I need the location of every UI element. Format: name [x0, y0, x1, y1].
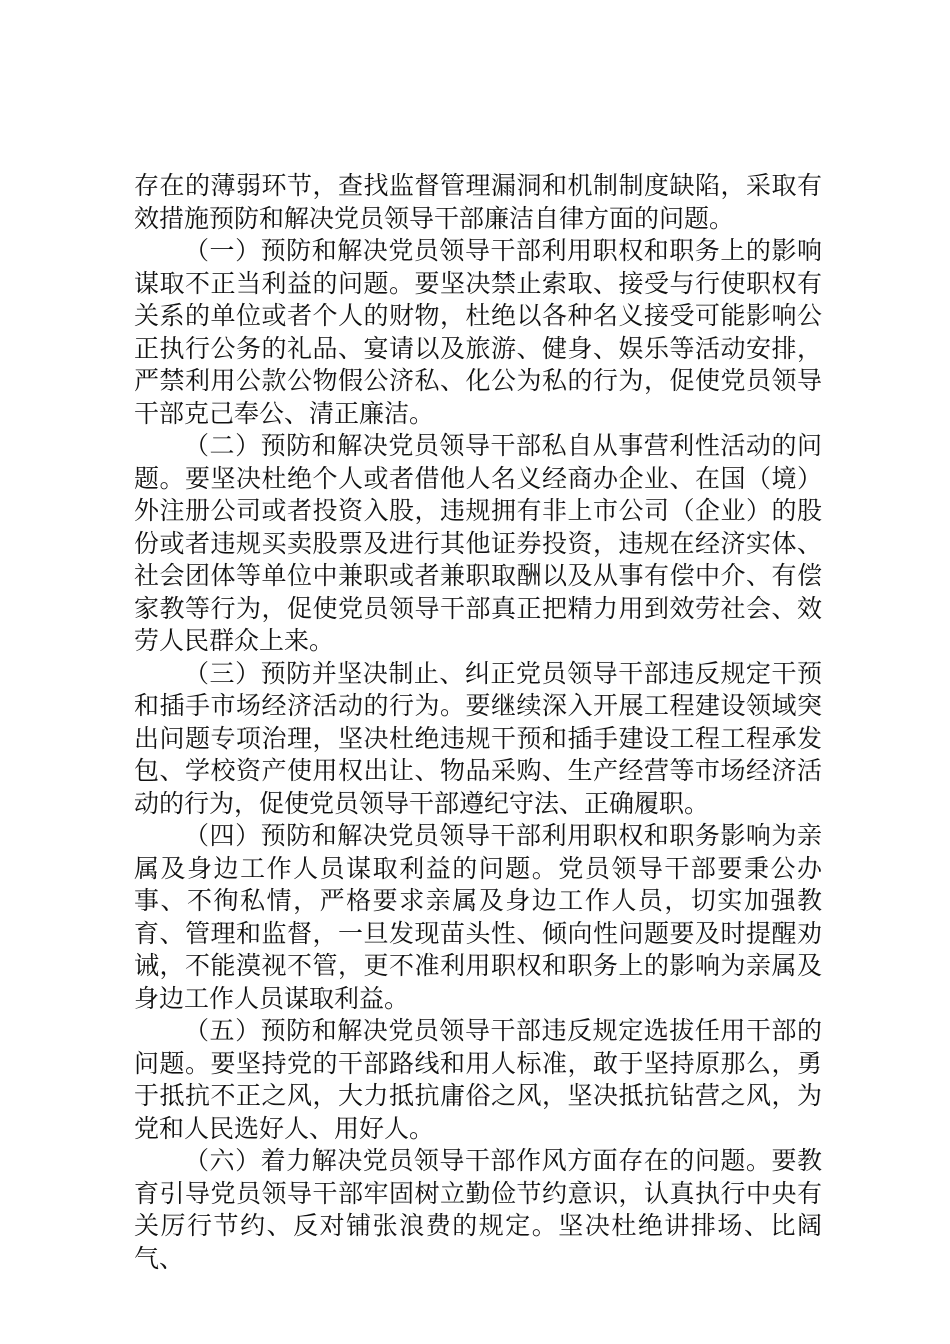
paragraph-section-1: （一）预防和解决党员领导干部利用职权和职务上的影响谋取不正当利益的问题。要坚决禁止索取、接受与行使职权有关系的单位或者个人的财物，杜绝以各种名义接受可能影响公正执行公务的礼品、宴请以及旅游、健身、娱乐等活动安排，严禁利用公款公物假公济私、化公为私的行为，促使党员领导干部克己奉公、清正廉洁。 — [134, 236, 822, 428]
paragraph-section-4: （四）预防和解决党员领导干部利用职权和职务影响为亲属及身边工作人员谋取利益的问题。党员领导干部要秉公办事、不徇私情，严格要求亲属及身边工作人员，切实加强教育、管理和监督，一旦发现苗头性、倾向性问题要及时提醒劝诫，不能漠视不管，更不准利用职权和职务上的影响为亲属及身边工作人员谋取利益。 — [134, 821, 822, 1013]
paragraph-section-3: （三）预防并坚决制止、纠正党员领导干部违反规定干预和插手市场经济活动的行为。要继续深入开展工程建设领域突出问题专项治理，坚决杜绝违规干预和插手建设工程工程承发包、学校资产使用权出让、物品采购、生产经营等市场经济活动的行为，促使党员领导干部遵纪守法、正确履职。 — [134, 658, 822, 818]
paragraph-section-5: （五）预防和解决党员领导干部违反规定选拔任用干部的问题。要坚持党的干部路线和用人标准，敢于坚持原那么，勇于抵抗不正之风，大力抵抗庸俗之风，坚决抵抗钻营之风，为党和人民选好人、用好人。 — [134, 1016, 822, 1143]
paragraph-continuation: 存在的薄弱环节，查找监督管理漏洞和机制制度缺陷，采取有效措施预防和解决党员领导干部廉洁自律方面的问题。 — [134, 171, 822, 233]
paragraph-section-2: （二）预防和解决党员领导干部私自从事营利性活动的问题。要坚决杜绝个人或者借他人名义经商办企业、在国（境）外注册公司或者投资入股，违规拥有非上市公司（企业）的股份或者违规买卖股票及进行其他证券投资，违规在经济实体、社会团体等单位中兼职或者兼职取酬以及从事有偿中介、有偿家教等行为，促使党员领导干部真正把精力用到效劳社会、效劳人民群众上来。 — [134, 431, 822, 655]
document-body — [134, 170, 822, 1275]
paragraph-section-6: （六）着力解决党员领导干部作风方面存在的问题。要教育引导党员领导干部牢固树立勤俭节约意识，认真执行中央有关厉行节约、反对铺张浪费的规定。坚决杜绝讲排场、比阔气、 — [134, 1146, 822, 1273]
